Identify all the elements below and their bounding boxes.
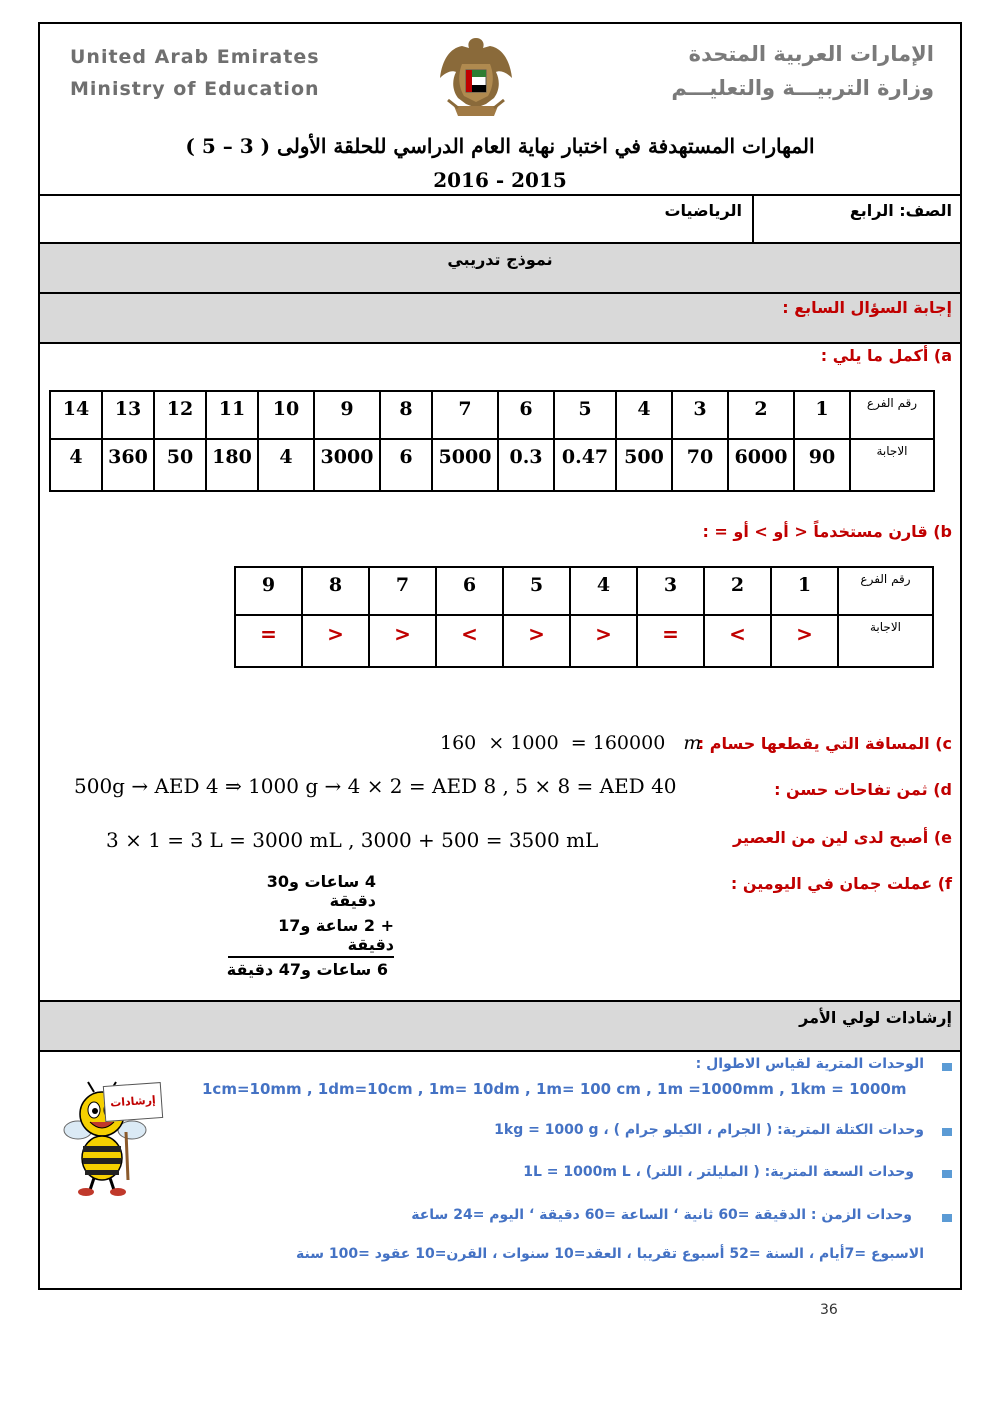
part-a-number-8: 8 — [380, 391, 432, 439]
tip-length-units: 1cm=10mm , 1dm=10cm , 1m= 10dm , 1m= 100 cm , 1m =1000mm , 1km = 1000m — [202, 1080, 907, 1098]
divider — [38, 1050, 962, 1052]
part-a-answer-label: الاجابة — [850, 439, 934, 491]
subject-label: الرياضيات — [664, 201, 742, 220]
uae-emblem-icon — [436, 34, 516, 122]
part-a-number-5: 5 — [554, 391, 616, 439]
part-f-line3: 6 ساعات و47 دقيقة — [226, 960, 388, 979]
guidance-sign-text: إرشادات — [109, 1093, 157, 1110]
ministry-ar-line1: الإمارات العربية المتحدة — [688, 42, 934, 66]
part-a-number-13: 13 — [102, 391, 154, 439]
part-e-label: e) أصبح لدى لين من العصير — [733, 828, 952, 847]
part-d-label: d) ثمن تفاحات حسن : — [774, 780, 952, 799]
divider — [38, 194, 962, 196]
part-b-number-7: 7 — [369, 567, 436, 615]
tip-time-units: وحدات الزمن : الدقيقة =60 ثانية ‘ الساعة =60 دقيقة ‘ اليوم =24 ساعة — [411, 1207, 912, 1223]
part-a-answer-5: 0.47 — [554, 439, 616, 491]
part-b-answer-1: > — [771, 615, 838, 667]
part-a-number-4: 4 — [616, 391, 672, 439]
tip-mass-units: وحدات الكتلة المترية: ( الجرام ، الكيلو جرام ) ، 1kg = 1000 g — [494, 1122, 924, 1138]
ministry-en-line2: Ministry of Education — [70, 78, 320, 100]
part-b-number-2: 2 — [704, 567, 771, 615]
part-a-answer-6: 0.3 — [498, 439, 554, 491]
part-a-number-1: 1 — [794, 391, 850, 439]
ministry-en-line1: United Arab Emirates — [70, 46, 320, 68]
part-a-answer-11: 180 — [206, 439, 258, 491]
part-a-header-label: رقم الفرع — [850, 391, 934, 439]
part-b-label: b) قارن مستخدماً < أو > أو = : — [702, 522, 952, 541]
part-a-label: a) أكمل ما يلي : — [820, 346, 952, 365]
part-b-answer-2: < — [704, 615, 771, 667]
page-number: 36 — [820, 1302, 838, 1318]
part-a-answer-14: 4 — [50, 439, 102, 491]
part-b-number-9: 9 — [235, 567, 302, 615]
part-a-answer-1: 90 — [794, 439, 850, 491]
part-a-number-6: 6 — [498, 391, 554, 439]
part-f-label: f) عملت جمان في اليومين : — [730, 874, 952, 893]
part-b-answer-6: < — [436, 615, 503, 667]
part-a-answer-7: 5000 — [432, 439, 498, 491]
part-a-answer-10: 4 — [258, 439, 314, 491]
part-b-answer-3: = — [637, 615, 704, 667]
bullet-icon — [942, 1170, 952, 1178]
part-a-table — [49, 390, 935, 492]
tip-length-title: الوحدات المترية لقياس الاطوال : — [695, 1056, 924, 1072]
part-b-answer-label: الاجابة — [838, 615, 933, 667]
grade-label: الصف: الرابع — [849, 201, 952, 220]
part-a-answer-8: 6 — [380, 439, 432, 491]
info-divider — [752, 194, 754, 242]
part-a-answer-12: 50 — [154, 439, 206, 491]
part-a-answer-9: 3000 — [314, 439, 380, 491]
part-b-number-6: 6 — [436, 567, 503, 615]
question-heading: إجابة السؤال السابع : — [782, 298, 952, 317]
ministry-ar-line2: وزارة التربيـــة والتعليـــم — [671, 76, 934, 100]
model-label: نموذج تدريبي — [447, 250, 553, 269]
part-b-number-3: 3 — [637, 567, 704, 615]
part-a-answer-3: 70 — [672, 439, 728, 491]
part-a-number-9: 9 — [314, 391, 380, 439]
guidance-sign — [103, 1082, 163, 1122]
bullet-icon — [942, 1063, 952, 1071]
part-e-expression: 3 × 1 = 3 L = 3000 mL , 3000 + 500 = 3500 mL — [106, 828, 599, 852]
part-a-number-11: 11 — [206, 391, 258, 439]
part-f-line1: 4 ساعات و30 دقيقة — [266, 872, 376, 910]
part-b-answer-5: > — [503, 615, 570, 667]
part-b-answer-8: > — [302, 615, 369, 667]
guidance-heading: إرشادات لولي الأمر — [799, 1008, 952, 1027]
part-b-header-label: رقم الفرع — [838, 567, 933, 615]
part-a-number-7: 7 — [432, 391, 498, 439]
part-a-number-10: 10 — [258, 391, 314, 439]
part-b-table — [234, 566, 934, 668]
part-b-answer-4: > — [570, 615, 637, 667]
tip-capacity-units: وحدات السعة المترية: ( المليلتر ، اللتر) ، 1L = 1000m L — [523, 1164, 914, 1180]
part-b-number-5: 5 — [503, 567, 570, 615]
tip-time-units-2: الاسبوع =7أيام ، السنة =52 أسبوع تقريبا ، العقد=10 سنوات ، القرن=10 عقود =100 سنة — [296, 1246, 924, 1262]
part-b-answer-7: > — [369, 615, 436, 667]
exam-year: 2016 - 2015 — [433, 168, 567, 192]
part-a-number-12: 12 — [154, 391, 206, 439]
divider — [38, 342, 962, 344]
part-c-expression: 160 × 1000 = 160000 m — [440, 732, 702, 754]
part-a-number-14: 14 — [50, 391, 102, 439]
part-a-answer-4: 500 — [616, 439, 672, 491]
part-b-number-8: 8 — [302, 567, 369, 615]
part-b-number-1: 1 — [771, 567, 838, 615]
bullet-icon — [942, 1214, 952, 1222]
part-f-line2: + 2 ساعة و17 دقيقة — [228, 916, 394, 958]
exam-title: المهارات المستهدفة في اختبار نهاية العام الدراسي للحلقة الأولى ( 3 – 5 ) — [185, 134, 815, 158]
part-a-number-2: 2 — [728, 391, 794, 439]
part-d-expression: 500g → AED 4 ⇒ 1000 g → 4 × 2 = AED 8 , 5 × 8 = AED 40 — [74, 774, 677, 798]
part-b-number-4: 4 — [570, 567, 637, 615]
part-a-number-3: 3 — [672, 391, 728, 439]
bullet-icon — [942, 1128, 952, 1136]
part-a-answer-2: 6000 — [728, 439, 794, 491]
part-b-answer-9: = — [235, 615, 302, 667]
part-c-label: c) المسافة التي يقطعها حسام : — [697, 734, 952, 753]
part-a-answer-13: 360 — [102, 439, 154, 491]
